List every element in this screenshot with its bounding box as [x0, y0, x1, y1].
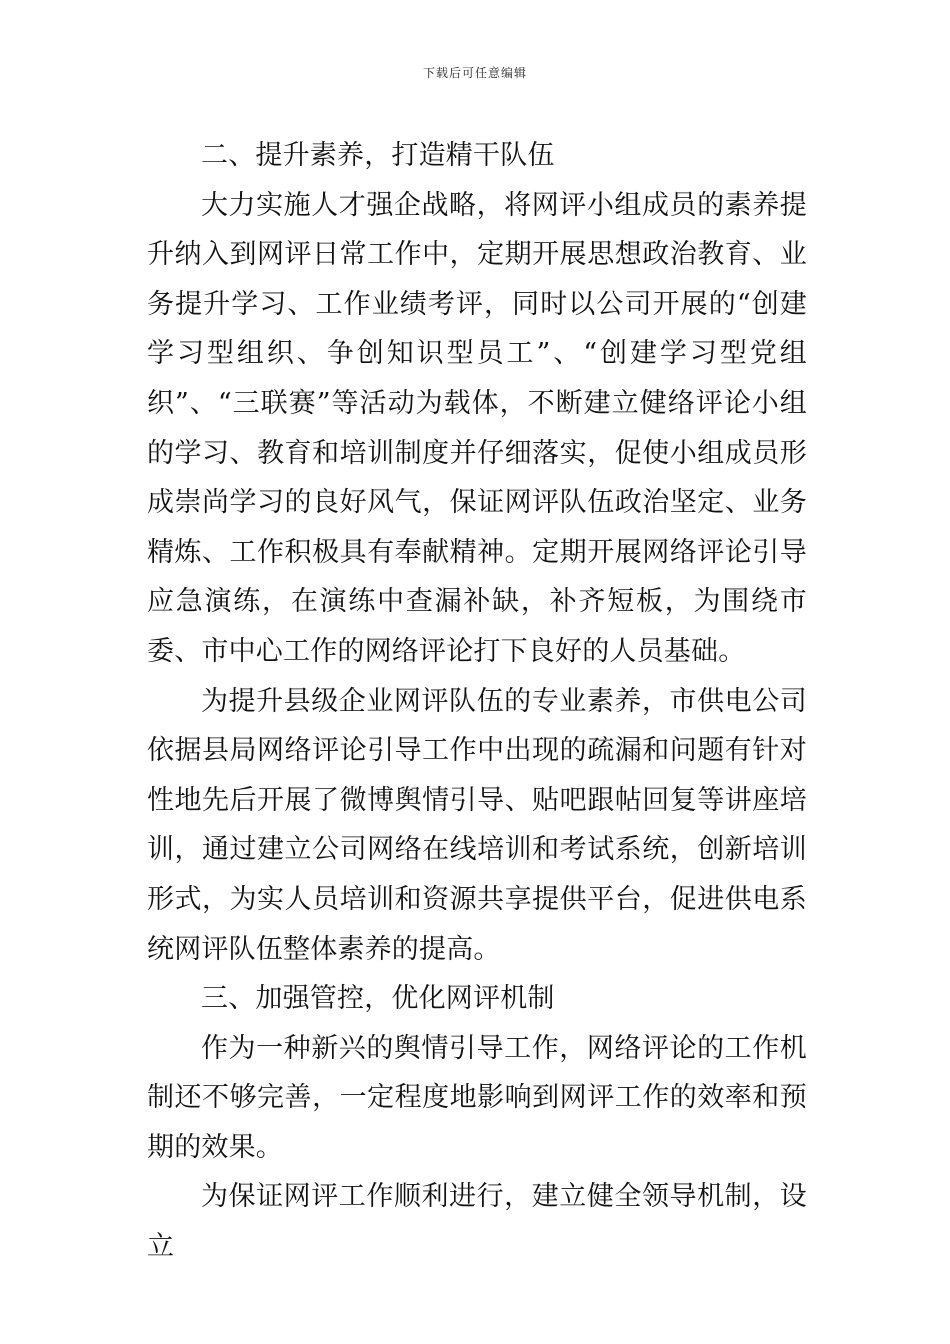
header-note: 下载后可任意编辑 [422, 66, 527, 80]
paragraph-talent-strategy: 大力实施人才强企战略，将网评小组成员的素养提升纳入到网评日常工作中，定期开展思想政治教育、业务提升学习、工作业绩考评，同时以公司开展的“创建学习型组织、争创知识型员工”、“创建学习型党组织”、“三联赛”等活动为载体，不断建立健络评论小组的学习、教育和培训制度并仔细落实，促使小组成员形成崇尚学习的良好风气，保证网评队伍政治坚定、业务精炼、工作积极具有奉献精神。定期开展网络评论引导应急演练，在演练中查漏补缺，补齐短板，为围绕市委、市中心工作的网络评论打下良好的人员基础。 [147, 189, 807, 667]
section-heading-2: 二、提升素养，打造精干队伍 [201, 140, 555, 171]
paragraph-county-training: 为提升县级企业网评队伍的专业素养，市供电公司依据县局网络评论引导工作中出现的疏漏和问题有针对性地先后开展了微博舆情引导、贴吧跟帖回复等讲座培训，通过建立公司网络在线培训和考试系统，创新培训形式，为实人员培训和资源共享提供平台，促进供电系统网评队伍整体素养的提高。 [147, 685, 807, 965]
document-body [147, 131, 807, 1272]
paragraph-mechanism-intro: 作为一种新兴的舆情引导工作，网络评论的工作机制还不够完善，一定程度地影响到网评工作的效率和预期的效果。 [147, 1032, 807, 1163]
paragraph-leadership-mechanism: 为保证网评工作顺利进行，建立健全领导机制，设立 [147, 1181, 807, 1263]
section-heading-3: 三、加强管控，优化网评机制 [201, 983, 555, 1015]
